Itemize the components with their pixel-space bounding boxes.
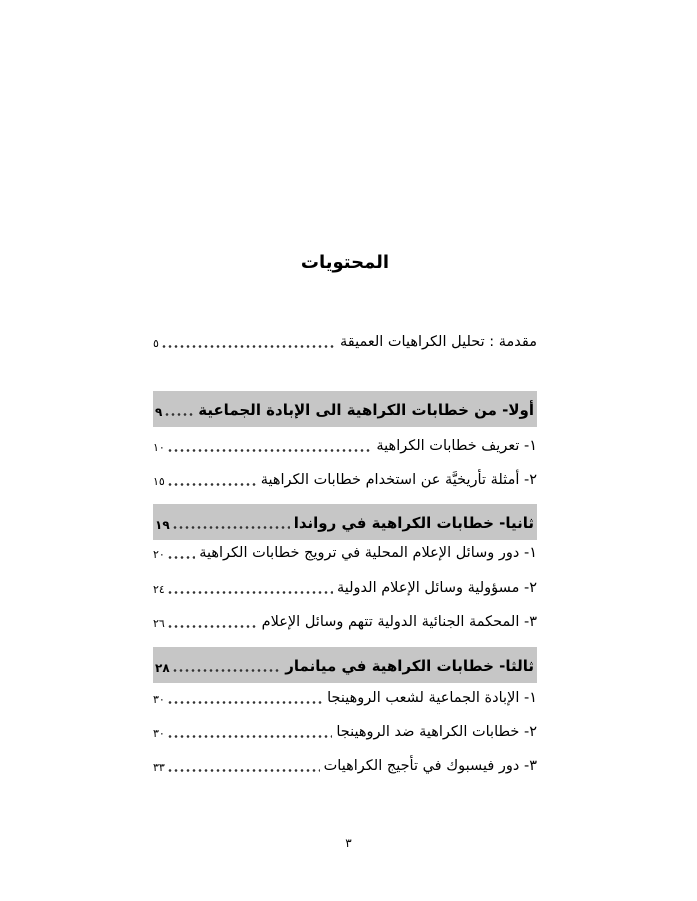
dot-leader xyxy=(167,734,332,739)
toc-section-third xyxy=(153,647,537,683)
toc-entry-page: ٢٦ xyxy=(153,617,165,630)
dot-leader xyxy=(161,344,336,349)
toc-entry xyxy=(153,610,537,632)
toc-entry-page: ٣٠ xyxy=(153,693,165,706)
table-of-contents xyxy=(153,0,537,901)
toc-entry xyxy=(153,541,537,563)
toc-entry-label: ٣- المحكمة الجنائية الدولية تتهم وسائل الإعلام xyxy=(261,614,537,630)
toc-entry-page: ٢٠ xyxy=(153,548,165,561)
toc-entry xyxy=(153,468,537,490)
dot-leader xyxy=(167,624,258,629)
toc-entry-page: ٣٣ xyxy=(153,761,165,774)
dot-leader xyxy=(167,482,257,487)
dot-leader xyxy=(167,448,373,453)
toc-entry-label: ١- الإبادة الجماعية لشعب الروهينجا xyxy=(327,690,537,706)
dot-leader xyxy=(167,768,320,773)
dot-leader xyxy=(172,668,282,673)
toc-section-label: ثالثا- خطابات الكراهية في ميانمار xyxy=(285,657,534,675)
dot-leader xyxy=(164,412,194,417)
toc-entry-page: ١٠ xyxy=(153,441,165,454)
toc-entry-label: ٢- خطابات الكراهية ضد الروهينجا xyxy=(336,724,537,740)
toc-entry-label: ١- تعريف خطابات الكراهية xyxy=(376,438,537,454)
dot-leader xyxy=(167,590,333,595)
page-number: ٣ xyxy=(345,836,352,850)
toc-entry xyxy=(153,686,537,708)
dot-leader xyxy=(167,700,323,705)
toc-section-page: ٩ xyxy=(155,405,163,419)
toc-entry xyxy=(153,434,537,456)
toc-entry-page: ١٥ xyxy=(153,475,165,488)
toc-section-page: ٢٨ xyxy=(155,661,170,675)
toc-entry-page: ٥ xyxy=(153,337,159,350)
toc-section-label: أولا- من خطابات الكراهية الى الإبادة الجماعية xyxy=(198,401,534,419)
toc-entry-label: مقدمة : تحليل الكراهيات العميقة xyxy=(339,334,537,350)
toc-section-page: ١٩ xyxy=(155,518,170,532)
toc-entry xyxy=(153,720,537,742)
toc-entry-page: ٢٤ xyxy=(153,583,165,596)
toc-section-label: ثانيا- خطابات الكراهية في رواندا xyxy=(293,514,534,532)
dot-leader xyxy=(167,555,195,560)
toc-entry-label: ٣- دور فيسبوك في تأجيج الكراهيات xyxy=(323,758,537,774)
toc-section-second xyxy=(153,504,537,540)
toc-entry-introduction xyxy=(153,330,537,352)
toc-entry-label: ١- دور وسائل الإعلام المحلية في ترويج خطابات الكراهية xyxy=(199,545,537,561)
dot-leader xyxy=(172,525,290,530)
toc-entry-label: ٢- أمثلة تأريخيَّة عن استخدام خطابات الكراهية xyxy=(260,472,537,488)
toc-entry-page: ٣٠ xyxy=(153,727,165,740)
toc-entry xyxy=(153,576,537,598)
toc-entry-label: ٢- مسؤولية وسائل الإعلام الدولية xyxy=(336,580,537,596)
contents-title: المحتويات xyxy=(300,252,390,273)
toc-section-first xyxy=(153,391,537,427)
toc-entry xyxy=(153,754,537,776)
